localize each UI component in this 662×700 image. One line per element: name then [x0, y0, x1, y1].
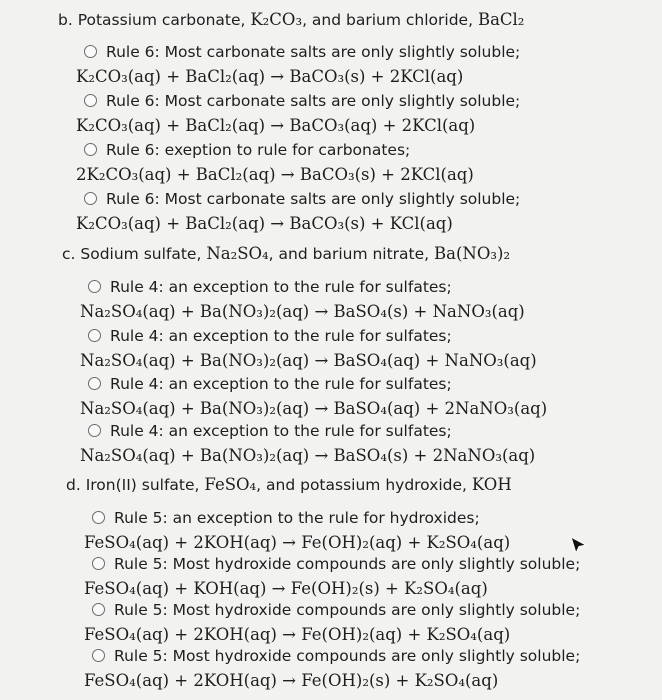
question-d-text: d. Iron(II) sulfate, — [66, 476, 205, 494]
option-equation: FeSO₄(aq) + 2KOH(aq) → Fe(OH)₂(s) + K₂SO₄(aq) — [84, 671, 499, 690]
radio-button[interactable] — [88, 377, 101, 390]
radio-button[interactable] — [92, 557, 105, 570]
question-b-text-mid: , and barium chloride, — [302, 11, 478, 29]
option-rule-text: Rule 6: Most carbonate salts are only slightly soluble; — [106, 43, 521, 61]
option-equation: FeSO₄(aq) + 2KOH(aq) → Fe(OH)₂(aq) + K₂SO₄(aq) — [84, 533, 511, 552]
question-b-formula-2: BaCl₂ — [477, 10, 525, 29]
option-equation: K₂CO₃(aq) + BaCl₂(aq) → BaCO₃(s) + 2KCl(aq) — [76, 67, 464, 86]
option-rule-text: Rule 4: an exception to the rule for sulfates; — [110, 422, 452, 440]
radio-button[interactable] — [84, 143, 97, 156]
option-equation: Na₂SO₄(aq) + Ba(NO₃)₂(aq) → BaSO₄(aq) + NaNO₃(aq) — [80, 351, 537, 370]
option-equation: K₂CO₃(aq) + BaCl₂(aq) → BaCO₃(s) + KCl(aq) — [76, 214, 453, 233]
option-equation: FeSO₄(aq) + KOH(aq) → Fe(OH)₂(s) + K₂SO₄(aq) — [84, 579, 488, 598]
option-rule-text: Rule 6: Most carbonate salts are only slightly soluble; — [106, 190, 521, 208]
question-d-formula-2: KOH — [471, 475, 512, 494]
option-equation: Na₂SO₄(aq) + Ba(NO₃)₂(aq) → BaSO₄(aq) + 2NaNO₃(aq) — [80, 399, 548, 418]
question-b-formula-1: K₂CO₃ — [250, 10, 303, 29]
question-c-prompt — [62, 244, 510, 263]
option-rule-text: Rule 4: an exception to the rule for sulfates; — [110, 375, 452, 393]
question-d-text-mid: , and potassium hydroxide, — [256, 476, 472, 494]
option-rule-text: Rule 4: an exception to the rule for sulfates; — [110, 327, 452, 345]
question-b-text: b. Potassium carbonate, — [58, 11, 251, 29]
question-c-text-mid: , and barium nitrate, — [268, 245, 435, 263]
radio-button[interactable] — [92, 511, 105, 524]
option-rule-text: Rule 6: Most carbonate salts are only slightly soluble; — [106, 92, 521, 110]
option-rule-text: Rule 5: Most hydroxide compounds are only slightly soluble; — [114, 601, 581, 619]
option-equation: K₂CO₃(aq) + BaCl₂(aq) → BaCO₃(aq) + 2KCl(aq) — [76, 116, 476, 135]
radio-button[interactable] — [92, 603, 105, 616]
question-b-prompt — [58, 10, 524, 29]
radio-button[interactable] — [84, 192, 97, 205]
option-rule-text: Rule 5: Most hydroxide compounds are only slightly soluble; — [114, 555, 581, 573]
option-equation: FeSO₄(aq) + 2KOH(aq) → Fe(OH)₂(aq) + K₂SO₄(aq) — [84, 625, 511, 644]
mouse-cursor-icon — [568, 534, 590, 556]
question-d-formula-1: FeSO₄ — [204, 475, 257, 494]
radio-button[interactable] — [92, 649, 105, 662]
radio-button[interactable] — [84, 45, 97, 58]
question-c-formula-1: Na₂SO₄ — [206, 244, 269, 263]
option-equation: Na₂SO₄(aq) + Ba(NO₃)₂(aq) → BaSO₄(s) + NaNO₃(aq) — [80, 302, 525, 321]
option-equation: 2K₂CO₃(aq) + BaCl₂(aq) → BaCO₃(s) + 2KCl(aq) — [76, 165, 474, 184]
option-rule-text: Rule 6: exeption to rule for carbonates; — [106, 141, 411, 159]
question-c-text: c. Sodium sulfate, — [62, 245, 207, 263]
radio-button[interactable] — [88, 280, 101, 293]
option-rule-text: Rule 5: an exception to the rule for hydroxides; — [114, 509, 480, 527]
question-d-prompt — [66, 475, 512, 494]
option-equation: Na₂SO₄(aq) + Ba(NO₃)₂(aq) → BaSO₄(s) + 2NaNO₃(aq) — [80, 446, 536, 465]
question-c-formula-2: Ba(NO₃)₂ — [434, 244, 511, 263]
radio-button[interactable] — [88, 329, 101, 342]
option-rule-text: Rule 5: Most hydroxide compounds are only slightly soluble; — [114, 647, 581, 665]
radio-button[interactable] — [84, 94, 97, 107]
radio-button[interactable] — [88, 424, 101, 437]
option-rule-text: Rule 4: an exception to the rule for sulfates; — [110, 278, 452, 296]
